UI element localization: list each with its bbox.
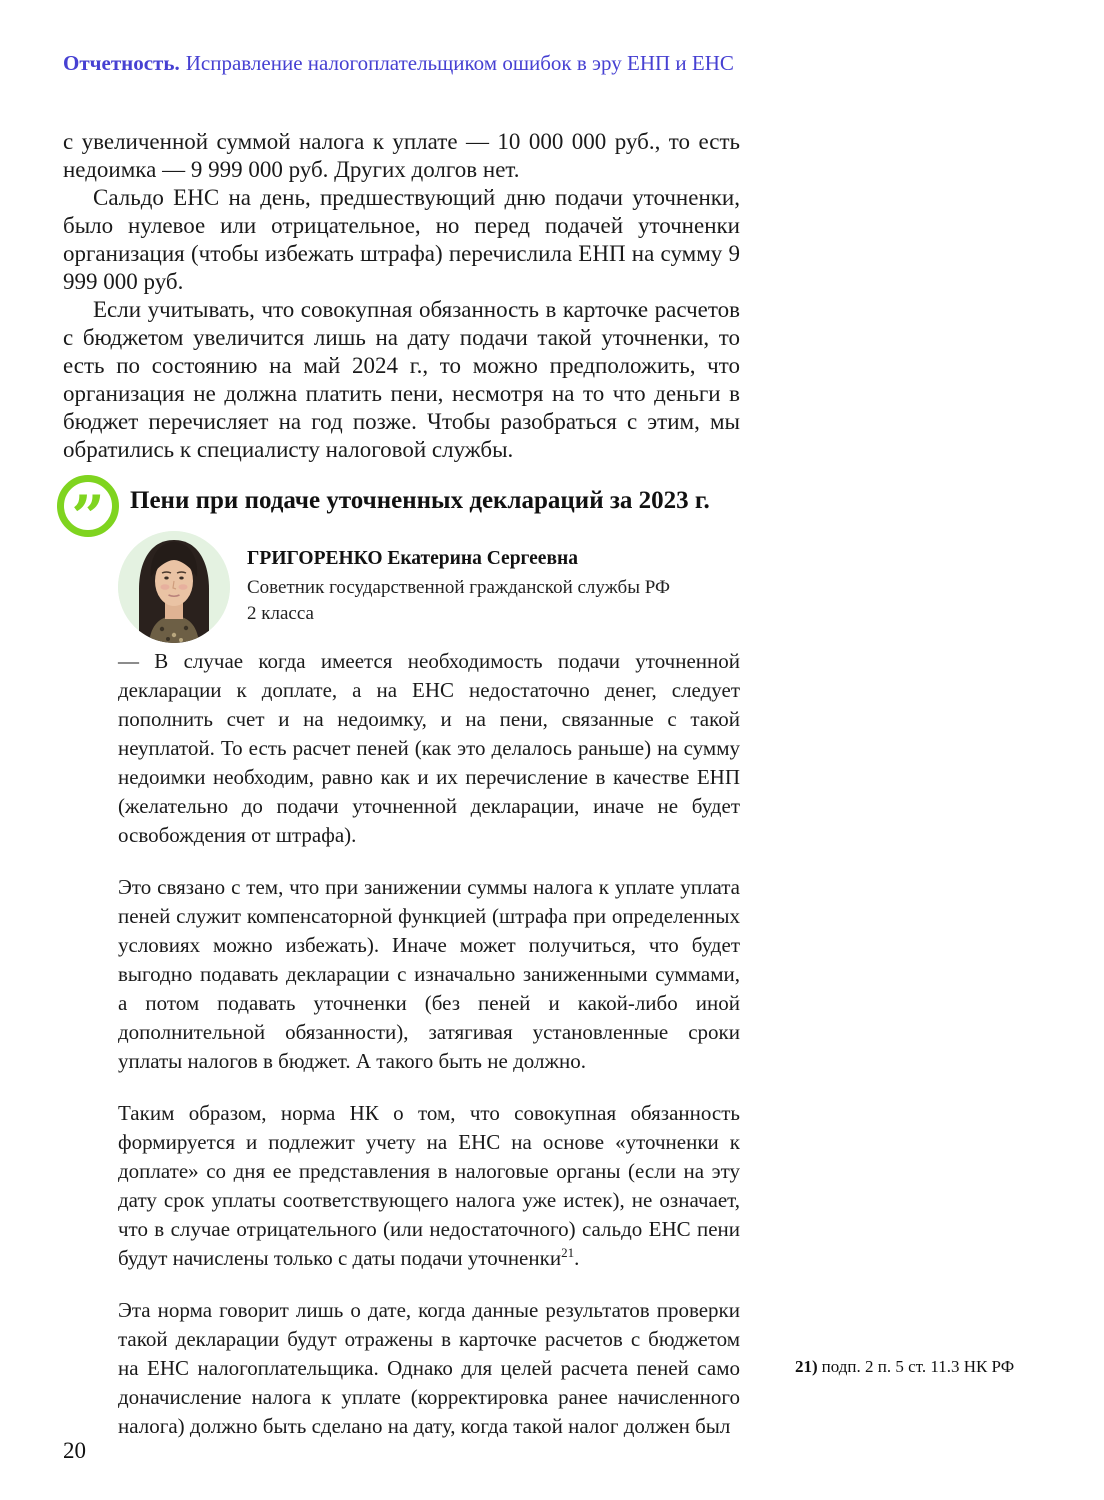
cheek — [161, 584, 170, 590]
portrait-illustration — [118, 531, 230, 643]
expert-position-line: Советник государственной гражданской службы РФ — [247, 577, 670, 598]
eye — [164, 577, 168, 580]
running-head — [63, 50, 1043, 76]
expert-name: ГРИГОРЕНКО Екатерина Сергеевна — [247, 548, 578, 569]
article-paragraph: Сальдо ЕНС на день, предшествующий дню подачи уточненки, было нулевое или отрицательное, но перед подачей уточненки организация (чтобы избежать штрафа) перечислила ЕНП на сумму 9 999 000 руб. — [63, 185, 740, 294]
footnote-text: подп. 2 п. 5 ст. 11.3 НК РФ — [821, 1357, 1015, 1376]
expert-photo — [118, 531, 230, 643]
cheek — [179, 584, 188, 590]
blouse-pattern-dot — [166, 637, 170, 641]
article-body — [63, 128, 740, 464]
page-number: 20 — [63, 1438, 86, 1463]
footnote-marker: 21) — [795, 1357, 818, 1376]
quote-icon — [57, 475, 119, 537]
expert-position-line: 2 класса — [247, 603, 314, 624]
eye — [179, 577, 183, 580]
quote-paragraph — [118, 647, 740, 850]
footnote-reference: 21 — [561, 1245, 575, 1260]
quote-paragraph-tail: . — [574, 1246, 580, 1270]
blouse-pattern-dot — [179, 638, 183, 642]
footnote — [795, 1356, 1085, 1377]
quote-paragraph — [118, 1099, 740, 1273]
running-head-section: Отчетность. — [63, 51, 180, 75]
expert-position — [247, 575, 767, 627]
blouse-pattern-dot — [172, 633, 176, 637]
blouse-pattern-dot — [160, 627, 164, 631]
running-head-title: Исправление налогоплательщиком ошибок в эру ЕНП и ЕНС — [185, 51, 734, 75]
quote-paragraph-text: Это связано с тем, что при занижении суммы налога к уплате уплата пеней служит компенсаторной функцией (штрафа при определенных условиях можно избежать). Иначе может получиться, что будет выгодно подавать декларации с изначально заниженными суммами, а потом подавать уточненки (без пеней и какой-либо иной дополнительной обязанности), затягивая установленные сроки уплаты налогов в бюджет. А такого быть не должно. — [118, 875, 740, 1073]
quote-heading: Пени при подаче уточненных деклараций за 2023 г. — [130, 487, 710, 514]
quote-paragraph — [118, 873, 740, 1076]
blouse-pattern-dot — [184, 626, 188, 630]
quote-marks-glyph: ” — [71, 483, 105, 537]
quote-paragraph-text: Эта норма говорит лишь о дате, когда данные результатов проверки такой декларации будут отражены в карточке расчетов с бюджетом на ЕНС налогоплательщика. Однако для целей расчета пеней само доначисление налога к уплате (корректировка ранее начисленного налога) должно быть сделано на дату, когда такой налог должен был — [118, 1298, 740, 1438]
quote-paragraph-text: Таким образом, норма НК о том, что совокупная обязанность формируется и подлежит учету на ЕНС на основе «уточненки к доплате» со дня ее представления в налоговые органы (если на эту дату срок уплаты соответствующего налога уже истек), не означает, что в случае отрицательного (или недостаточного) сальдо ЕНС пени будут начислены только с даты подачи уточненки — [118, 1101, 740, 1270]
expert-info — [247, 547, 767, 627]
quote-paragraph-text: — В случае когда имеется необходимость подачи уточненной декларации к доплате, а на ЕНС недостаточно денег, следует пополнить счет и на недоимку, и на пени, связанные с такой неуплатой. То есть расчет пеней (как это делалось раньше) на сумму недоимки необходим, равно как и их перечисление в качестве ЕНП (желательно до подачи уточненной декларации, иначе не будет освобождения от штрафа). — [118, 649, 740, 847]
article-paragraph: Если учитывать, что совокупная обязанность в карточке расчетов с бюджетом увеличится лишь на дату подачи такой уточненки, то есть по состоянию на май 2024 г., то можно предположить, что организация не должна платить пени, несмотря на то что деньги в бюджет перечисляет на год позже. Чтобы разобраться с этим, мы обратились к специалисту налоговой службы. — [63, 297, 740, 462]
article-paragraph: с увеличенной суммой налога к уплате — 10 000 000 руб., то есть недоимка — 9 999 000 руб. Других долгов нет. — [63, 129, 740, 182]
quote-body — [118, 647, 740, 1464]
quote-paragraph — [118, 1296, 740, 1441]
